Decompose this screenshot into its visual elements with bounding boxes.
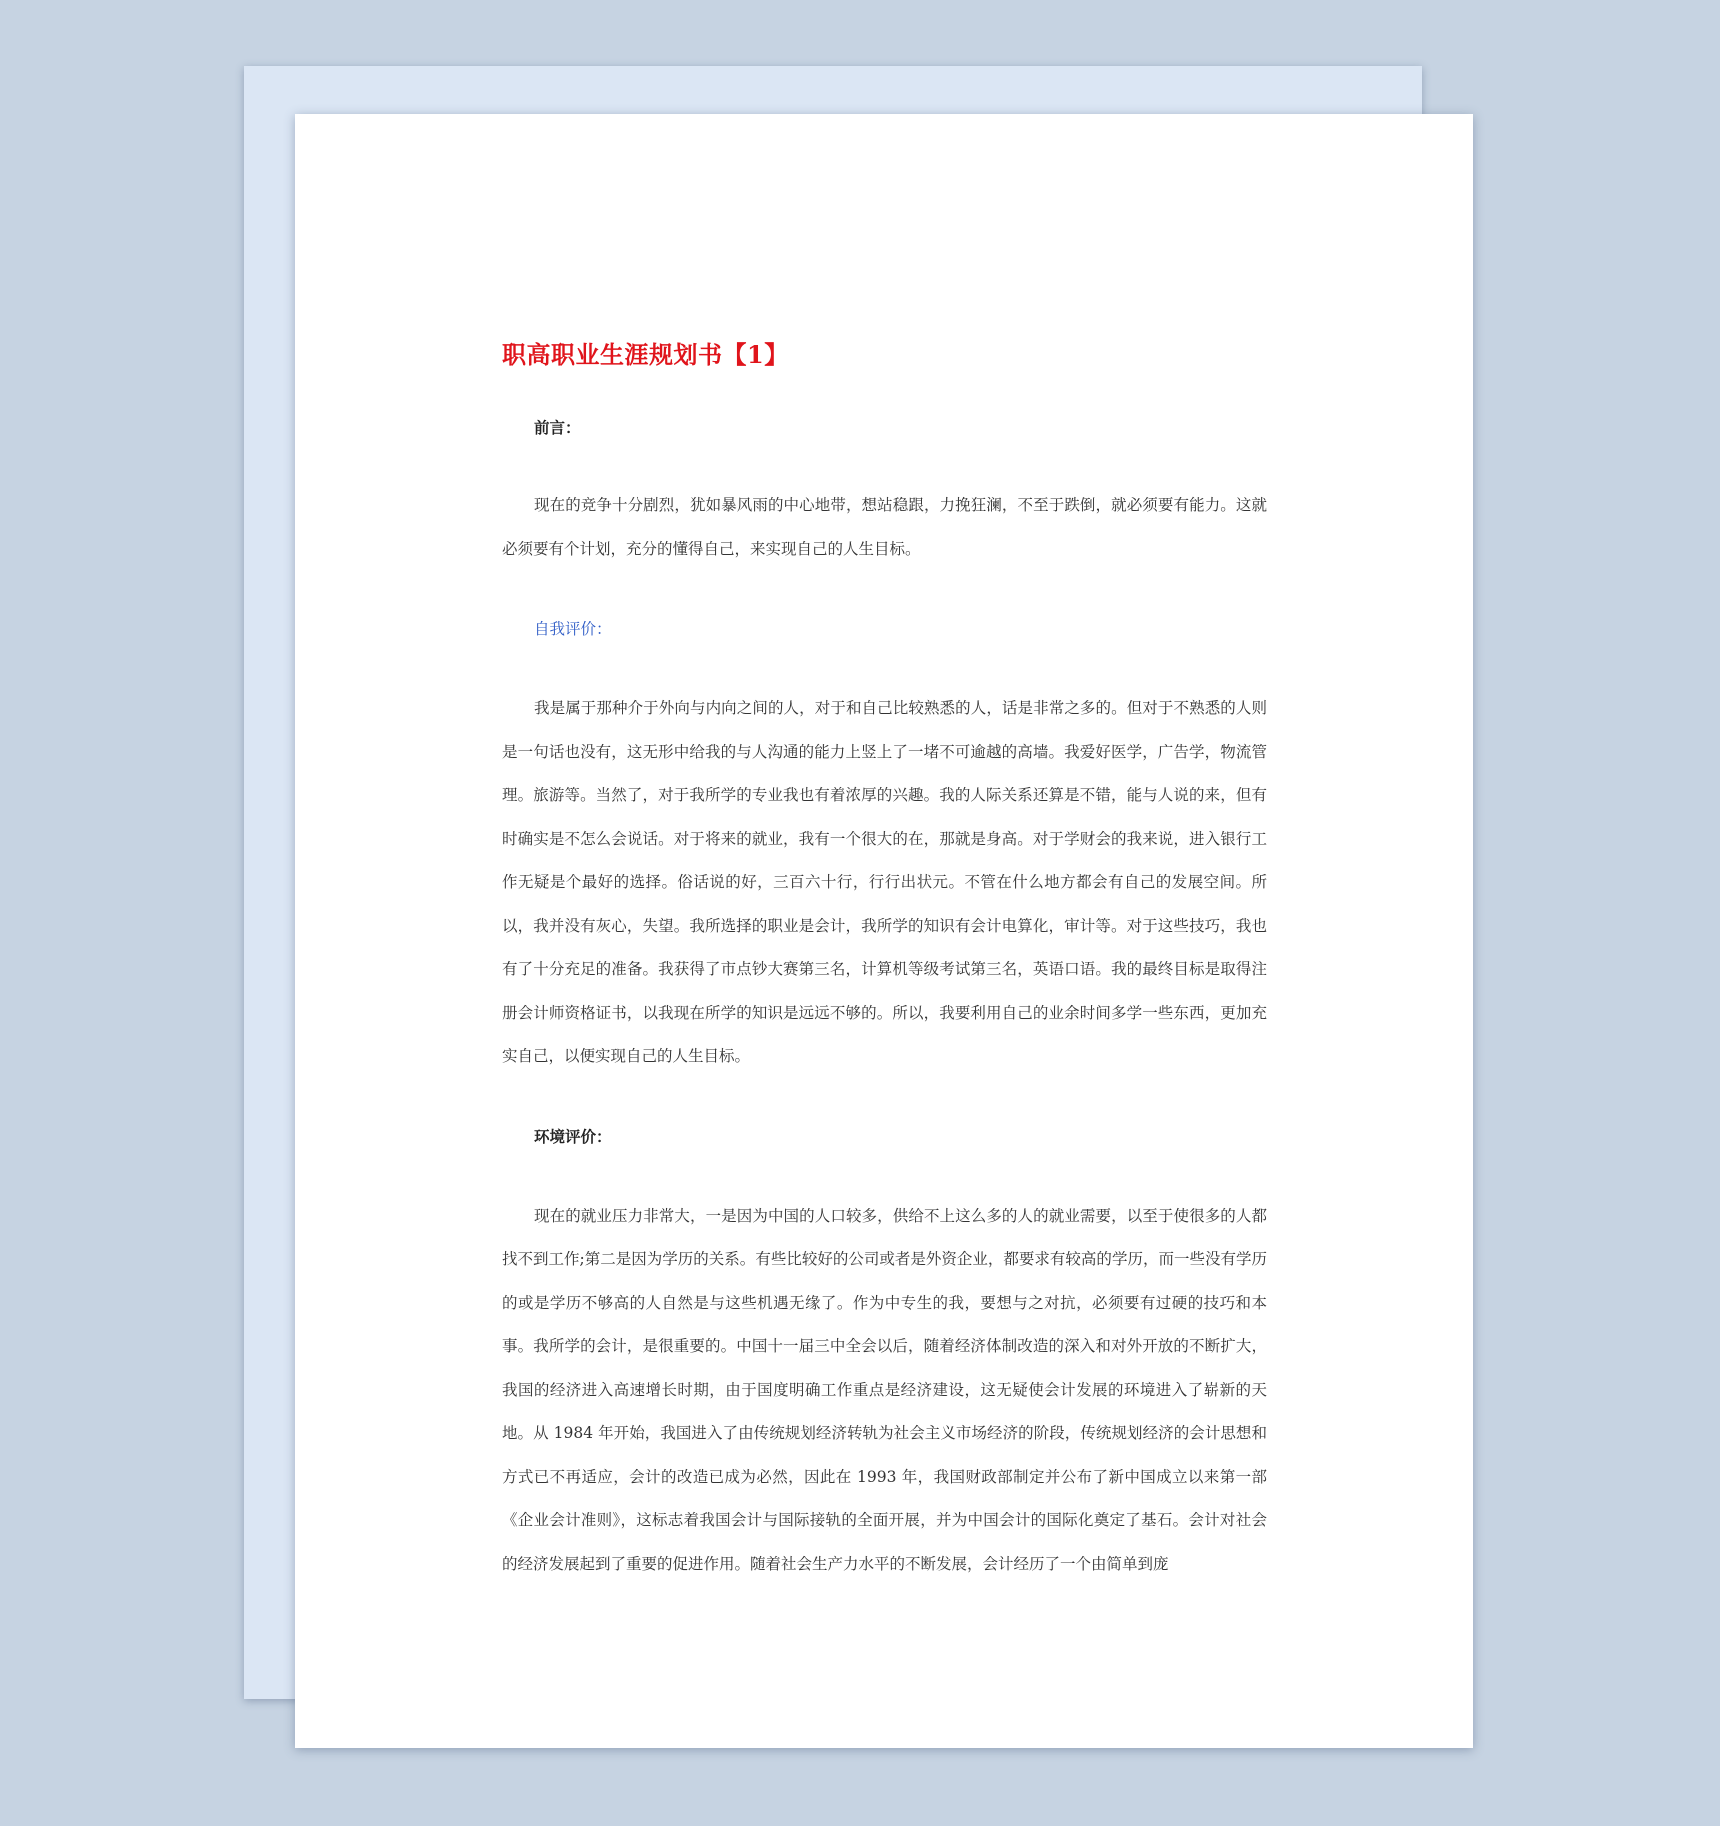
section-paragraph-preface: 现在的竞争十分剧烈，犹如暴风雨的中心地带，想站稳跟，力挽狂澜，不至于跌倒，就必须要有能力。这就必须要有个计划，充分的懂得自己，来实现自己的人生目标。 xyxy=(502,496,1267,558)
section-heading-environment-evaluation: 环境评价： xyxy=(534,1126,612,1146)
section-heading-self-evaluation: 自我评价： xyxy=(534,620,612,638)
section-paragraph-self-evaluation: 我是属于那种介于外向与内向之间的人，对于和自己比较熟悉的人，话是非常之多的。但对于不熟悉的人则是一句话也没有，这无形中给我的与人沟通的能力上竖上了一堵不可逾越的高墙。我爱好医学，广告学，物流管理。旅游等。当然了，对于我所学的专业我也有着浓厚的兴趣。我的人际关系还算是不错，能与人说的来，但有时确实是不怎么会说话。对于将来的就业，我有一个很大的在，那就是身高。对于学财会的我来说，进入银行工作无疑是个最好的选择。俗话说的好，三百六十行，行行出状元。不管在什么地方都会有自己的发展空间。所以，我并没有灰心，失望。我所选择的职业是会计，我所学的知识有会计电算化，审计等。对于这些技巧，我也有了十分充足的准备。我获得了市点钞大赛第三名，计算机等级考试第三名，英语口语。我的最终目标是取得注册会计师资格证书，以我现在所学的知识是远远不够的。所以，我要利用自己的业余时间多学一些东西，更加充实自己，以便实现自己的人生目标。 xyxy=(502,699,1267,1065)
document-title: 职高职业生涯规划书【1】 xyxy=(502,340,789,369)
document-content xyxy=(502,338,1267,1586)
section-paragraph-environment-evaluation: 现在的就业压力非常大，一是因为中国的人口较多，供给不上这么多的人的就业需要，以至于使很多的人都找不到工作;第二是因为学历的关系。有些比较好的公司或者是外资企业，都要求有较高的学历，而一些没有学历的或是学历不够高的人自然是与这些机遇无缘了。作为中专生的我，要想与之对抗，必须要有过硬的技巧和本事。我所学的会计，是很重要的。中国十一届三中全会以后，随着经济体制改造的深入和对外开放的不断扩大，我国的经济进入高速增长时期，由于国度明确工作重点是经济建设，这无疑使会计发展的环境进入了崭新的天地。从 1984 年开始，我国进入了由传统规划经济转轨为社会主义市场经济的阶段，传统规划经济的会计思想和方式已不再适应，会计的改造已成为必然，因此在 1993 年，我国财政部制定并公布了新中国成立以来第一部《企业会计准则》，这标志着我国会计与国际接轨的全面开展，并为中国会计的国际化奠定了基石。会计对社会的经济发展起到了重要的促进作用。随着社会生产力水平的不断发展，会计经历了一个由简单到庞 xyxy=(502,1206,1267,1573)
document-page xyxy=(295,114,1473,1748)
section-heading-preface: 前言： xyxy=(534,418,581,437)
